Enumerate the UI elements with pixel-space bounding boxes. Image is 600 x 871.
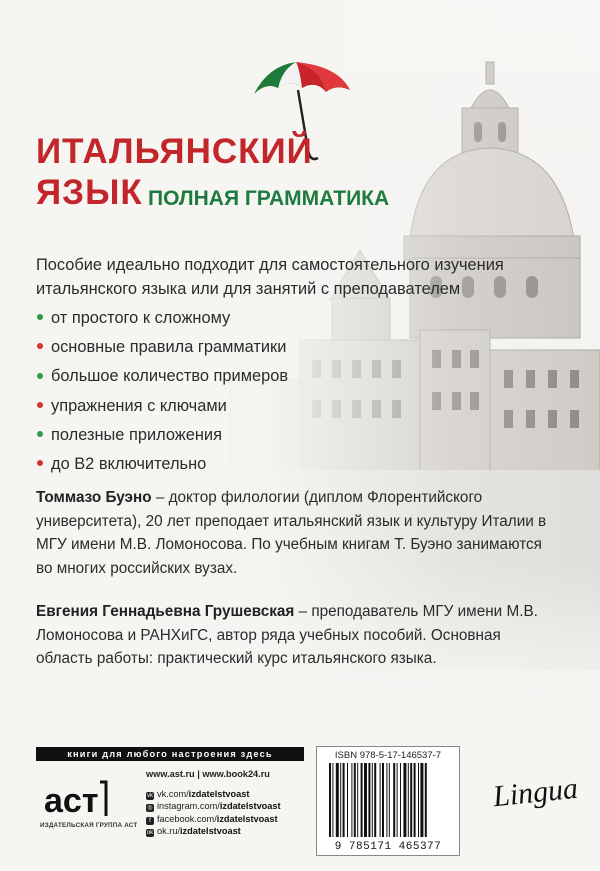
barcode-graphic xyxy=(327,763,451,837)
intro-text: Пособие идеально подходит для самостоятельного изучения итальянского языка или для занятий с преподавателем xyxy=(36,256,504,298)
bullet-icon xyxy=(37,314,43,320)
feature-item: до В2 включительно xyxy=(36,450,288,479)
ast-logo-text: аст xyxy=(44,782,99,820)
social-link-ok[interactable]: ok ok.ru/izdatelstvoast xyxy=(146,826,241,837)
feature-item: большое количество примеров xyxy=(36,362,288,391)
author-bio-bueno xyxy=(36,486,560,581)
isbn-barcode-block xyxy=(316,746,460,856)
bullet-icon xyxy=(37,460,43,466)
feature-item: упражнения с ключами xyxy=(36,392,288,421)
social-link-vk[interactable]: vk vk.com/izdatelstvoast xyxy=(147,789,250,799)
feature-list xyxy=(36,304,288,479)
author-name: Томмазо Буэно xyxy=(36,489,152,506)
instagram-icon: ◎ xyxy=(147,805,153,812)
facebook-icon: f xyxy=(146,817,154,825)
social-link-facebook[interactable]: f facebook.com/izdatelstvoast xyxy=(146,813,281,825)
ast-logo xyxy=(42,776,108,820)
publisher-caption: ИЗДАТЕЛЬСКАЯ ГРУППА АСТ xyxy=(40,822,138,829)
bullet-icon xyxy=(37,373,43,379)
barcode-number: 9 785171 465377 xyxy=(334,841,442,853)
feature-item: полезные приложения xyxy=(36,421,288,450)
book-subtitle: ПОЛНАЯ ГРАММАТИКА xyxy=(148,187,390,210)
isbn-label: ISBN 978-5-17-146537-7 xyxy=(334,750,442,761)
feature-item: от простого к сложному xyxy=(36,304,288,333)
social-link-instagram[interactable]: ◎ instagram.com/izdatelstvoast xyxy=(147,801,281,812)
bullet-icon xyxy=(37,343,43,349)
publisher-banner: книги для любого настроения здесь xyxy=(36,747,304,761)
odnoklassniki-icon: ok xyxy=(146,830,154,837)
book-title-line1: ИТАЛЬЯНСКИЙ xyxy=(36,132,313,171)
lingua-imprint-logo: Lingua xyxy=(491,771,580,814)
author-name: Евгения Геннадьевна Грушевская xyxy=(36,603,295,620)
bullet-icon xyxy=(37,402,43,408)
author-description: – преподаватель МГУ имени М.В. Ломоносова и РАНХиГС, автор ряда учебных пособий. Основная область работы: практический курс итальянского языка. xyxy=(36,603,538,668)
publisher-websites[interactable]: www.ast.ru | www.book24.ru xyxy=(146,769,270,779)
feature-item: основные правила грамматики xyxy=(36,333,288,362)
social-links xyxy=(146,788,281,838)
vk-icon: vk xyxy=(147,793,153,799)
book-title-line2: ЯЗЫК xyxy=(36,173,143,212)
bullet-icon xyxy=(37,431,43,437)
author-description: – доктор филологии (диплом Флорентийского университета), 20 лет преподает итальянский язык и культуру Италии в МГУ имени М.В. Ломоносова. По учебным книгам Т. Буэно занимаются во многих российских вузах. xyxy=(36,489,547,578)
author-bio-grushevskaya xyxy=(36,600,560,671)
